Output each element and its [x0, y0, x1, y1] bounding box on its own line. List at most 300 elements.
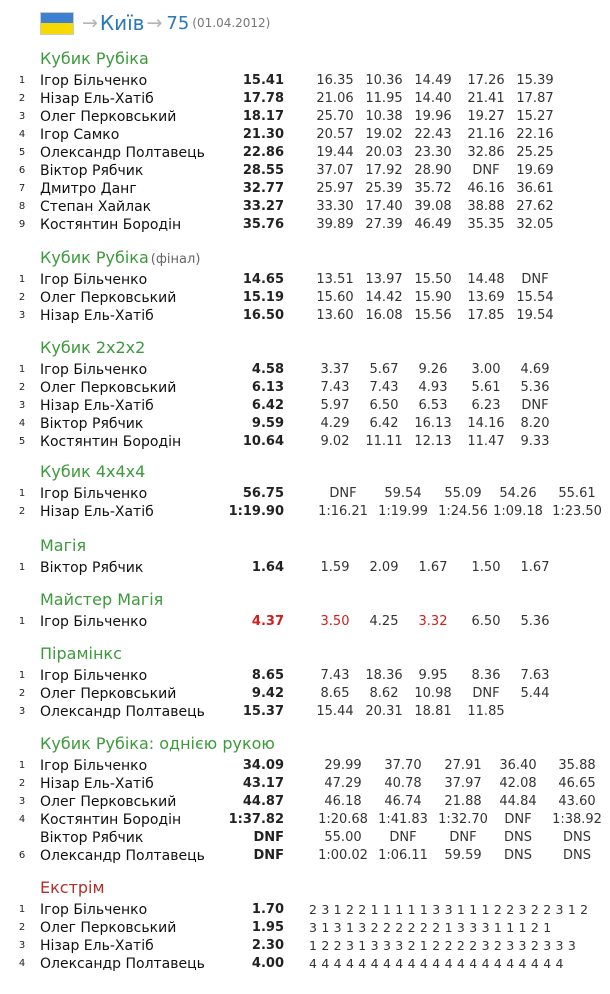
attempt-time: 21.16 — [467, 127, 505, 142]
best-result: 43.17 — [242, 776, 284, 791]
arrow-icon: → — [82, 12, 98, 34]
competitor-name[interactable]: Віктор Рябчик — [40, 163, 144, 179]
attempt-time: 1:24.56 — [438, 504, 488, 519]
attempt-time: 4.69 — [520, 362, 550, 377]
attempt-time: DNF — [521, 272, 549, 287]
attempt-time: 5.36 — [520, 614, 550, 629]
attempt-time: DNF — [521, 398, 549, 413]
attempt-time: 25.97 — [316, 181, 354, 196]
rank-number: 8 — [18, 201, 26, 212]
attempt-time: 10.36 — [365, 73, 403, 88]
competitor-name[interactable]: Нізар Ель-Хатіб — [40, 938, 154, 954]
attempt-time: 3.00 — [471, 362, 501, 377]
attempt-time: 8.20 — [520, 416, 550, 431]
rank-number: 7 — [18, 183, 26, 194]
attempt-time: 20.57 — [316, 127, 354, 142]
best-result: 4.58 — [251, 362, 284, 377]
best-result: 15.41 — [242, 73, 284, 88]
best-result: 17.78 — [242, 91, 284, 106]
best-result: 16.50 — [242, 308, 284, 323]
competitor-name[interactable]: Олександр Полтавець — [40, 704, 205, 720]
attempt-time: 2.09 — [369, 560, 399, 575]
attempt-time: 14.42 — [365, 290, 403, 305]
competitor-name[interactable]: Олександр Полтавець — [40, 956, 205, 972]
event-title-text: Екстрім — [40, 878, 105, 897]
attempt-time: 13.69 — [467, 290, 505, 305]
attempt-time: 5.61 — [471, 380, 501, 395]
attempt-time: 19.02 — [365, 127, 403, 142]
attempt-time: 14.16 — [467, 416, 505, 431]
result-row — [0, 433, 610, 451]
attempt-time: 40.78 — [384, 776, 422, 791]
attempt-time: 46.49 — [414, 217, 452, 232]
attempt-time: 27.39 — [365, 217, 403, 232]
attempt-time: 21.06 — [316, 91, 354, 106]
attempt-time: 39.89 — [316, 217, 354, 232]
attempt-time: 20.03 — [365, 145, 403, 160]
attempt-time: 59.59 — [444, 848, 482, 863]
result-row — [0, 955, 610, 973]
best-result: 34.09 — [242, 758, 284, 773]
attempt-time: 21.41 — [467, 91, 505, 106]
best-result: 28.55 — [242, 163, 284, 178]
result-row — [0, 162, 610, 180]
attempt-time: 7.43 — [369, 380, 399, 395]
result-row — [0, 397, 610, 415]
attempt-time: 36.61 — [516, 181, 554, 196]
rank-number: 3 — [18, 310, 26, 321]
attempt-time: 1.50 — [471, 560, 501, 575]
attempt-time: 6.50 — [369, 398, 399, 413]
attempt-time: 13.97 — [365, 272, 403, 287]
attempt-time: 46.16 — [467, 181, 505, 196]
result-row — [0, 811, 610, 829]
rank-number: 4 — [18, 129, 26, 140]
attempt-time: 19.54 — [516, 308, 554, 323]
event-title[interactable] — [40, 536, 86, 556]
attempt-time: 44.84 — [499, 794, 537, 809]
best-result: 4.00 — [251, 956, 284, 971]
rank-number: 2 — [18, 382, 26, 393]
attempt-time: 18.81 — [414, 704, 452, 719]
result-row — [0, 829, 610, 847]
best-result: 1:37.82 — [228, 812, 284, 827]
competitor-name[interactable]: Олег Перковський — [40, 920, 177, 936]
result-row — [0, 503, 610, 521]
attempt-time: 6.23 — [471, 398, 501, 413]
attempt-time: 22.16 — [516, 127, 554, 142]
competitor-name[interactable]: Ігор Більченко — [40, 73, 148, 89]
competitor-name[interactable]: Нізар Ель-Хатіб — [40, 398, 154, 414]
rank-number: 6 — [18, 850, 26, 861]
competitor-name[interactable]: Олександр Полтавець — [40, 848, 205, 864]
attempt-time: 17.85 — [467, 308, 505, 323]
attempt-time: 43.60 — [558, 794, 596, 809]
best-result: 32.77 — [242, 181, 284, 196]
attempt-time: 15.44 — [316, 704, 354, 719]
attempt-time: 8.36 — [471, 668, 501, 683]
attempt-time: 10.98 — [414, 686, 452, 701]
competitor-name[interactable]: Костянтин Бородін — [40, 434, 182, 450]
attempt-time: 10.38 — [365, 109, 403, 124]
best-result: DNF — [253, 848, 284, 863]
result-row — [0, 919, 610, 937]
best-result: 15.37 — [242, 704, 284, 719]
attempt-time: 1:00.02 — [318, 848, 368, 863]
rank-number: 4 — [18, 958, 26, 969]
attempt-time: DNF — [389, 830, 417, 845]
attempt-time: 1:20.68 — [318, 812, 368, 827]
attempt-time: 36.40 — [499, 758, 537, 773]
attempt-time: 1:38.92 — [552, 812, 602, 827]
attempt-time: 7.43 — [320, 380, 350, 395]
attempt-time: 6.53 — [418, 398, 448, 413]
attempt-time: 55.61 — [558, 486, 596, 501]
result-row — [0, 901, 610, 919]
best-result: 15.19 — [242, 290, 284, 305]
competitor-name[interactable]: Олег Перковський — [40, 794, 177, 810]
rank-number: 5 — [18, 147, 26, 158]
attempt-time: 17.92 — [365, 163, 403, 178]
best-result: 14.65 — [242, 272, 284, 287]
attempt-time: 42.08 — [499, 776, 537, 791]
competitor-name[interactable]: Нізар Ель-Хатіб — [40, 308, 154, 324]
rank-number: 3 — [18, 796, 26, 807]
attempt-time: 1:16.21 — [318, 504, 368, 519]
attempt-time: 14.40 — [414, 91, 452, 106]
attempt-time: 14.48 — [467, 272, 505, 287]
attempt-time: 11.95 — [365, 91, 403, 106]
best-result: 56.75 — [242, 486, 284, 501]
competitor-name[interactable]: Нізар Ель-Хатіб — [40, 91, 154, 107]
attempt-time: 11.11 — [365, 434, 403, 449]
event-subtitle: (фінал) — [150, 252, 201, 267]
result-row — [0, 757, 610, 775]
attempt-time: 19.27 — [467, 109, 505, 124]
attempt-time: 17.87 — [516, 91, 554, 106]
competitor-name[interactable]: Ігор Самко — [40, 127, 120, 143]
rank-number: 2 — [18, 922, 26, 933]
best-result: 44.87 — [242, 794, 284, 809]
attempt-time: 17.40 — [365, 199, 403, 214]
attempt-time: 25.70 — [316, 109, 354, 124]
attempt-time: 11.47 — [467, 434, 505, 449]
attempt-time: 8.65 — [320, 686, 350, 701]
rank-number: 2 — [18, 778, 26, 789]
attempt-time: 14.49 — [414, 73, 452, 88]
event-title[interactable] — [40, 248, 200, 268]
attempt-time: DNS — [563, 830, 591, 845]
attempt-time: 21.88 — [444, 794, 482, 809]
attempt-time: 3.50 — [320, 614, 350, 629]
event-title-text: Кубик Рубіка: однією рукою — [40, 734, 275, 753]
result-row — [0, 289, 610, 307]
attempt-time: 1:41.83 — [378, 812, 428, 827]
rank-number: 2 — [18, 93, 26, 104]
best-result: 2.30 — [251, 938, 284, 953]
competitor-name[interactable]: Ігор Більченко — [40, 902, 148, 918]
competitor-name[interactable]: Олег Перковський — [40, 290, 177, 306]
attempt-time: 15.54 — [516, 290, 554, 305]
result-row — [0, 90, 610, 108]
competitor-name[interactable]: Степан Хайлак — [40, 199, 152, 215]
best-result: 4.37 — [251, 614, 284, 629]
competition-number-link[interactable]: 75 — [166, 12, 190, 34]
city-link[interactable]: Київ — [99, 11, 145, 35]
page-header — [40, 8, 270, 38]
attempt-time: 16.13 — [414, 416, 452, 431]
attempt-time: 19.69 — [516, 163, 554, 178]
competitor-name[interactable]: Олександр Полтавець — [40, 145, 205, 161]
attempt-time: DNF — [329, 486, 357, 501]
attempt-time: 16.35 — [316, 73, 354, 88]
rank-number: 5 — [18, 436, 26, 447]
rank-number: 9 — [18, 219, 26, 230]
attempt-time: 7.63 — [520, 668, 550, 683]
attempt-time: 35.72 — [414, 181, 452, 196]
attempt-time: 15.39 — [516, 73, 554, 88]
attempt-time: 55.09 — [444, 486, 482, 501]
extreme-sequence: 4 4 4 4 4 4 4 4 4 4 4 4 4 4 4 4 4 4 4 4 4 — [309, 956, 564, 971]
attempt-time: 1.59 — [320, 560, 350, 575]
result-row — [0, 559, 610, 577]
rank-number: 2 — [18, 688, 26, 699]
attempt-time: 5.36 — [520, 380, 550, 395]
result-row — [0, 613, 610, 631]
attempt-time: 3.32 — [418, 614, 448, 629]
attempt-time: 13.60 — [316, 308, 354, 323]
attempt-time: 5.97 — [320, 398, 350, 413]
attempt-time: 17.26 — [467, 73, 505, 88]
attempt-time: 5.67 — [369, 362, 399, 377]
rank-number: 1 — [18, 616, 26, 627]
attempt-time: 27.91 — [444, 758, 482, 773]
competitor-name[interactable]: Віктор Рябчик — [40, 830, 144, 846]
attempt-time: 46.18 — [324, 794, 362, 809]
event-title[interactable] — [40, 462, 145, 482]
attempt-time: 1.67 — [418, 560, 448, 575]
rank-number: 4 — [18, 814, 26, 825]
best-result: 1.64 — [251, 560, 284, 575]
attempt-time: 55.00 — [324, 830, 362, 845]
competitor-name[interactable]: Костянтин Бородін — [40, 812, 182, 828]
competitor-name[interactable]: Нізар Ель-Хатіб — [40, 776, 154, 792]
attempt-time: 33.30 — [316, 199, 354, 214]
result-row — [0, 847, 610, 865]
competitor-name[interactable]: Ігор Більченко — [40, 668, 148, 684]
attempt-time: 46.65 — [558, 776, 596, 791]
best-result: 18.17 — [242, 109, 284, 124]
rank-number: 1 — [18, 760, 26, 771]
attempt-time: 15.50 — [414, 272, 452, 287]
best-result: 8.65 — [251, 668, 284, 683]
event-title-text: Кубик 4х4х4 — [40, 462, 146, 481]
attempt-time: 9.02 — [320, 434, 350, 449]
attempt-time: 35.88 — [558, 758, 596, 773]
result-row — [0, 379, 610, 397]
event-title[interactable] — [40, 338, 145, 358]
attempt-time: 1:06.11 — [378, 848, 428, 863]
attempt-time: 19.96 — [414, 109, 452, 124]
competitor-name[interactable]: Ігор Більченко — [40, 614, 148, 630]
competitor-name[interactable]: Ігор Більченко — [40, 486, 148, 502]
attempt-time: 18.36 — [365, 668, 403, 683]
attempt-time: 1:09.18 — [493, 504, 543, 519]
result-row — [0, 775, 610, 793]
event-title[interactable] — [40, 49, 149, 69]
best-result: 35.76 — [242, 217, 284, 232]
competition-date: (01.04.2012) — [192, 16, 271, 30]
attempt-time: DNF — [449, 830, 477, 845]
attempt-time: 37.07 — [316, 163, 354, 178]
event-title[interactable] — [40, 878, 105, 898]
attempt-time: 4.25 — [369, 614, 399, 629]
attempt-time: 13.51 — [316, 272, 354, 287]
extreme-sequence: 2 3 1 2 2 1 1 1 1 1 3 3 1 1 1 2 2 3 2 2 3 1 2 — [309, 902, 589, 917]
attempt-time: 32.05 — [516, 217, 554, 232]
attempt-time: 37.70 — [384, 758, 422, 773]
best-result: 6.42 — [251, 398, 284, 413]
attempt-time: DNF — [472, 163, 500, 178]
result-row — [0, 307, 610, 325]
attempt-time: 7.43 — [320, 668, 350, 683]
result-row — [0, 144, 610, 162]
attempt-time: 15.27 — [516, 109, 554, 124]
rank-number: 1 — [18, 670, 26, 681]
attempt-time: 16.08 — [365, 308, 403, 323]
attempt-time: 15.56 — [414, 308, 452, 323]
attempt-time: 47.29 — [324, 776, 362, 791]
competitor-name[interactable]: Олег Перковський — [40, 686, 177, 702]
result-row — [0, 198, 610, 216]
event-title[interactable] — [40, 644, 122, 664]
best-result: 6.13 — [251, 380, 284, 395]
result-row — [0, 685, 610, 703]
competitor-name[interactable]: Ігор Більченко — [40, 362, 148, 378]
attempt-time: 28.90 — [414, 163, 452, 178]
attempt-time: 19.44 — [316, 145, 354, 160]
result-row — [0, 216, 610, 234]
result-row — [0, 415, 610, 433]
competitor-name[interactable]: Нізар Ель-Хатіб — [40, 504, 154, 520]
event-title[interactable] — [40, 734, 275, 754]
attempt-time: 35.35 — [467, 217, 505, 232]
attempt-time: 23.30 — [414, 145, 452, 160]
attempt-time: 59.54 — [384, 486, 422, 501]
rank-number: 3 — [18, 940, 26, 951]
attempt-time: DNS — [563, 848, 591, 863]
competitor-name[interactable]: Віктор Рябчик — [40, 416, 144, 432]
attempt-time: 6.50 — [471, 614, 501, 629]
competitor-name[interactable]: Ігор Більченко — [40, 272, 148, 288]
attempt-time: DNS — [504, 848, 532, 863]
result-row — [0, 361, 610, 379]
event-title-text: Майстер Магія — [40, 590, 164, 609]
attempt-time: 9.26 — [418, 362, 448, 377]
best-result: 1:19.90 — [228, 504, 284, 519]
competitor-name[interactable]: Костянтин Бородін — [40, 217, 182, 233]
attempt-time: 22.43 — [414, 127, 452, 142]
attempt-time: 54.26 — [499, 486, 537, 501]
rank-number: 3 — [18, 400, 26, 411]
competitor-name[interactable]: Олег Перковський — [40, 380, 177, 396]
result-row — [0, 485, 610, 503]
attempt-time: 29.99 — [324, 758, 362, 773]
ukraine-flag-icon — [40, 12, 74, 35]
attempt-time: 39.08 — [414, 199, 452, 214]
attempt-time: 9.33 — [520, 434, 550, 449]
rank-number: 6 — [18, 165, 26, 176]
rank-number: 4 — [18, 418, 26, 429]
best-result: DNF — [253, 830, 284, 845]
competitor-name[interactable]: Віктор Рябчик — [40, 560, 144, 576]
attempt-time: DNF — [504, 812, 532, 827]
result-row — [0, 180, 610, 198]
attempt-time: 3.37 — [320, 362, 350, 377]
attempt-time: 1:19.99 — [378, 504, 428, 519]
attempt-time: 20.31 — [365, 704, 403, 719]
rank-number: 2 — [18, 506, 26, 517]
attempt-time: 15.60 — [316, 290, 354, 305]
attempt-time: 15.90 — [414, 290, 452, 305]
result-row — [0, 108, 610, 126]
attempt-time: 4.29 — [320, 416, 350, 431]
attempt-time: 32.86 — [467, 145, 505, 160]
competitor-name[interactable]: Дмитро Данг — [40, 181, 137, 197]
result-row — [0, 126, 610, 144]
extreme-sequence: 3 1 3 1 3 2 2 2 2 2 2 1 3 3 3 1 1 1 2 1 — [309, 920, 552, 935]
attempt-time: 12.13 — [414, 434, 452, 449]
attempt-time: 11.85 — [467, 704, 505, 719]
attempt-time: 5.44 — [520, 686, 550, 701]
event-title-text: Магія — [40, 536, 87, 555]
best-result: 1.95 — [251, 920, 284, 935]
best-result: 9.59 — [251, 416, 284, 431]
best-result: 21.30 — [242, 127, 284, 142]
attempt-time: 25.39 — [365, 181, 403, 196]
extreme-sequence: 1 2 2 3 1 3 3 3 2 1 2 2 2 2 3 2 3 3 2 3 3 3 — [309, 938, 577, 953]
rank-number: 3 — [18, 706, 26, 717]
attempt-time: DNS — [504, 830, 532, 845]
rank-number: 1 — [18, 562, 26, 573]
competitor-name[interactable]: Ігор Більченко — [40, 758, 148, 774]
best-result: 22.86 — [242, 145, 284, 160]
attempt-time: 46.74 — [384, 794, 422, 809]
attempt-time: 37.97 — [444, 776, 482, 791]
event-title-text: Кубик 2х2х2 — [40, 338, 146, 357]
attempt-time: 38.88 — [467, 199, 505, 214]
best-result: 1.70 — [251, 902, 284, 917]
best-result: 33.27 — [242, 199, 284, 214]
event-title[interactable] — [40, 590, 163, 610]
attempt-time: 8.62 — [369, 686, 399, 701]
arrow-icon: → — [146, 12, 163, 34]
best-result: 10.64 — [242, 434, 284, 449]
competitor-name[interactable]: Олег Перковський — [40, 109, 177, 125]
rank-number: 1 — [18, 75, 26, 86]
attempt-time: 1.67 — [520, 560, 550, 575]
attempt-time: 4.93 — [418, 380, 448, 395]
rank-number: 1 — [18, 364, 26, 375]
attempt-time: 1:32.70 — [438, 812, 488, 827]
rank-number: 1 — [18, 488, 26, 499]
rank-number: 1 — [18, 274, 26, 285]
attempt-time: 9.95 — [418, 668, 448, 683]
event-title-text: Кубик Рубіка — [40, 49, 149, 68]
event-title-text: Кубик Рубіка — [40, 248, 149, 267]
result-row — [0, 271, 610, 289]
best-result: 9.42 — [251, 686, 284, 701]
